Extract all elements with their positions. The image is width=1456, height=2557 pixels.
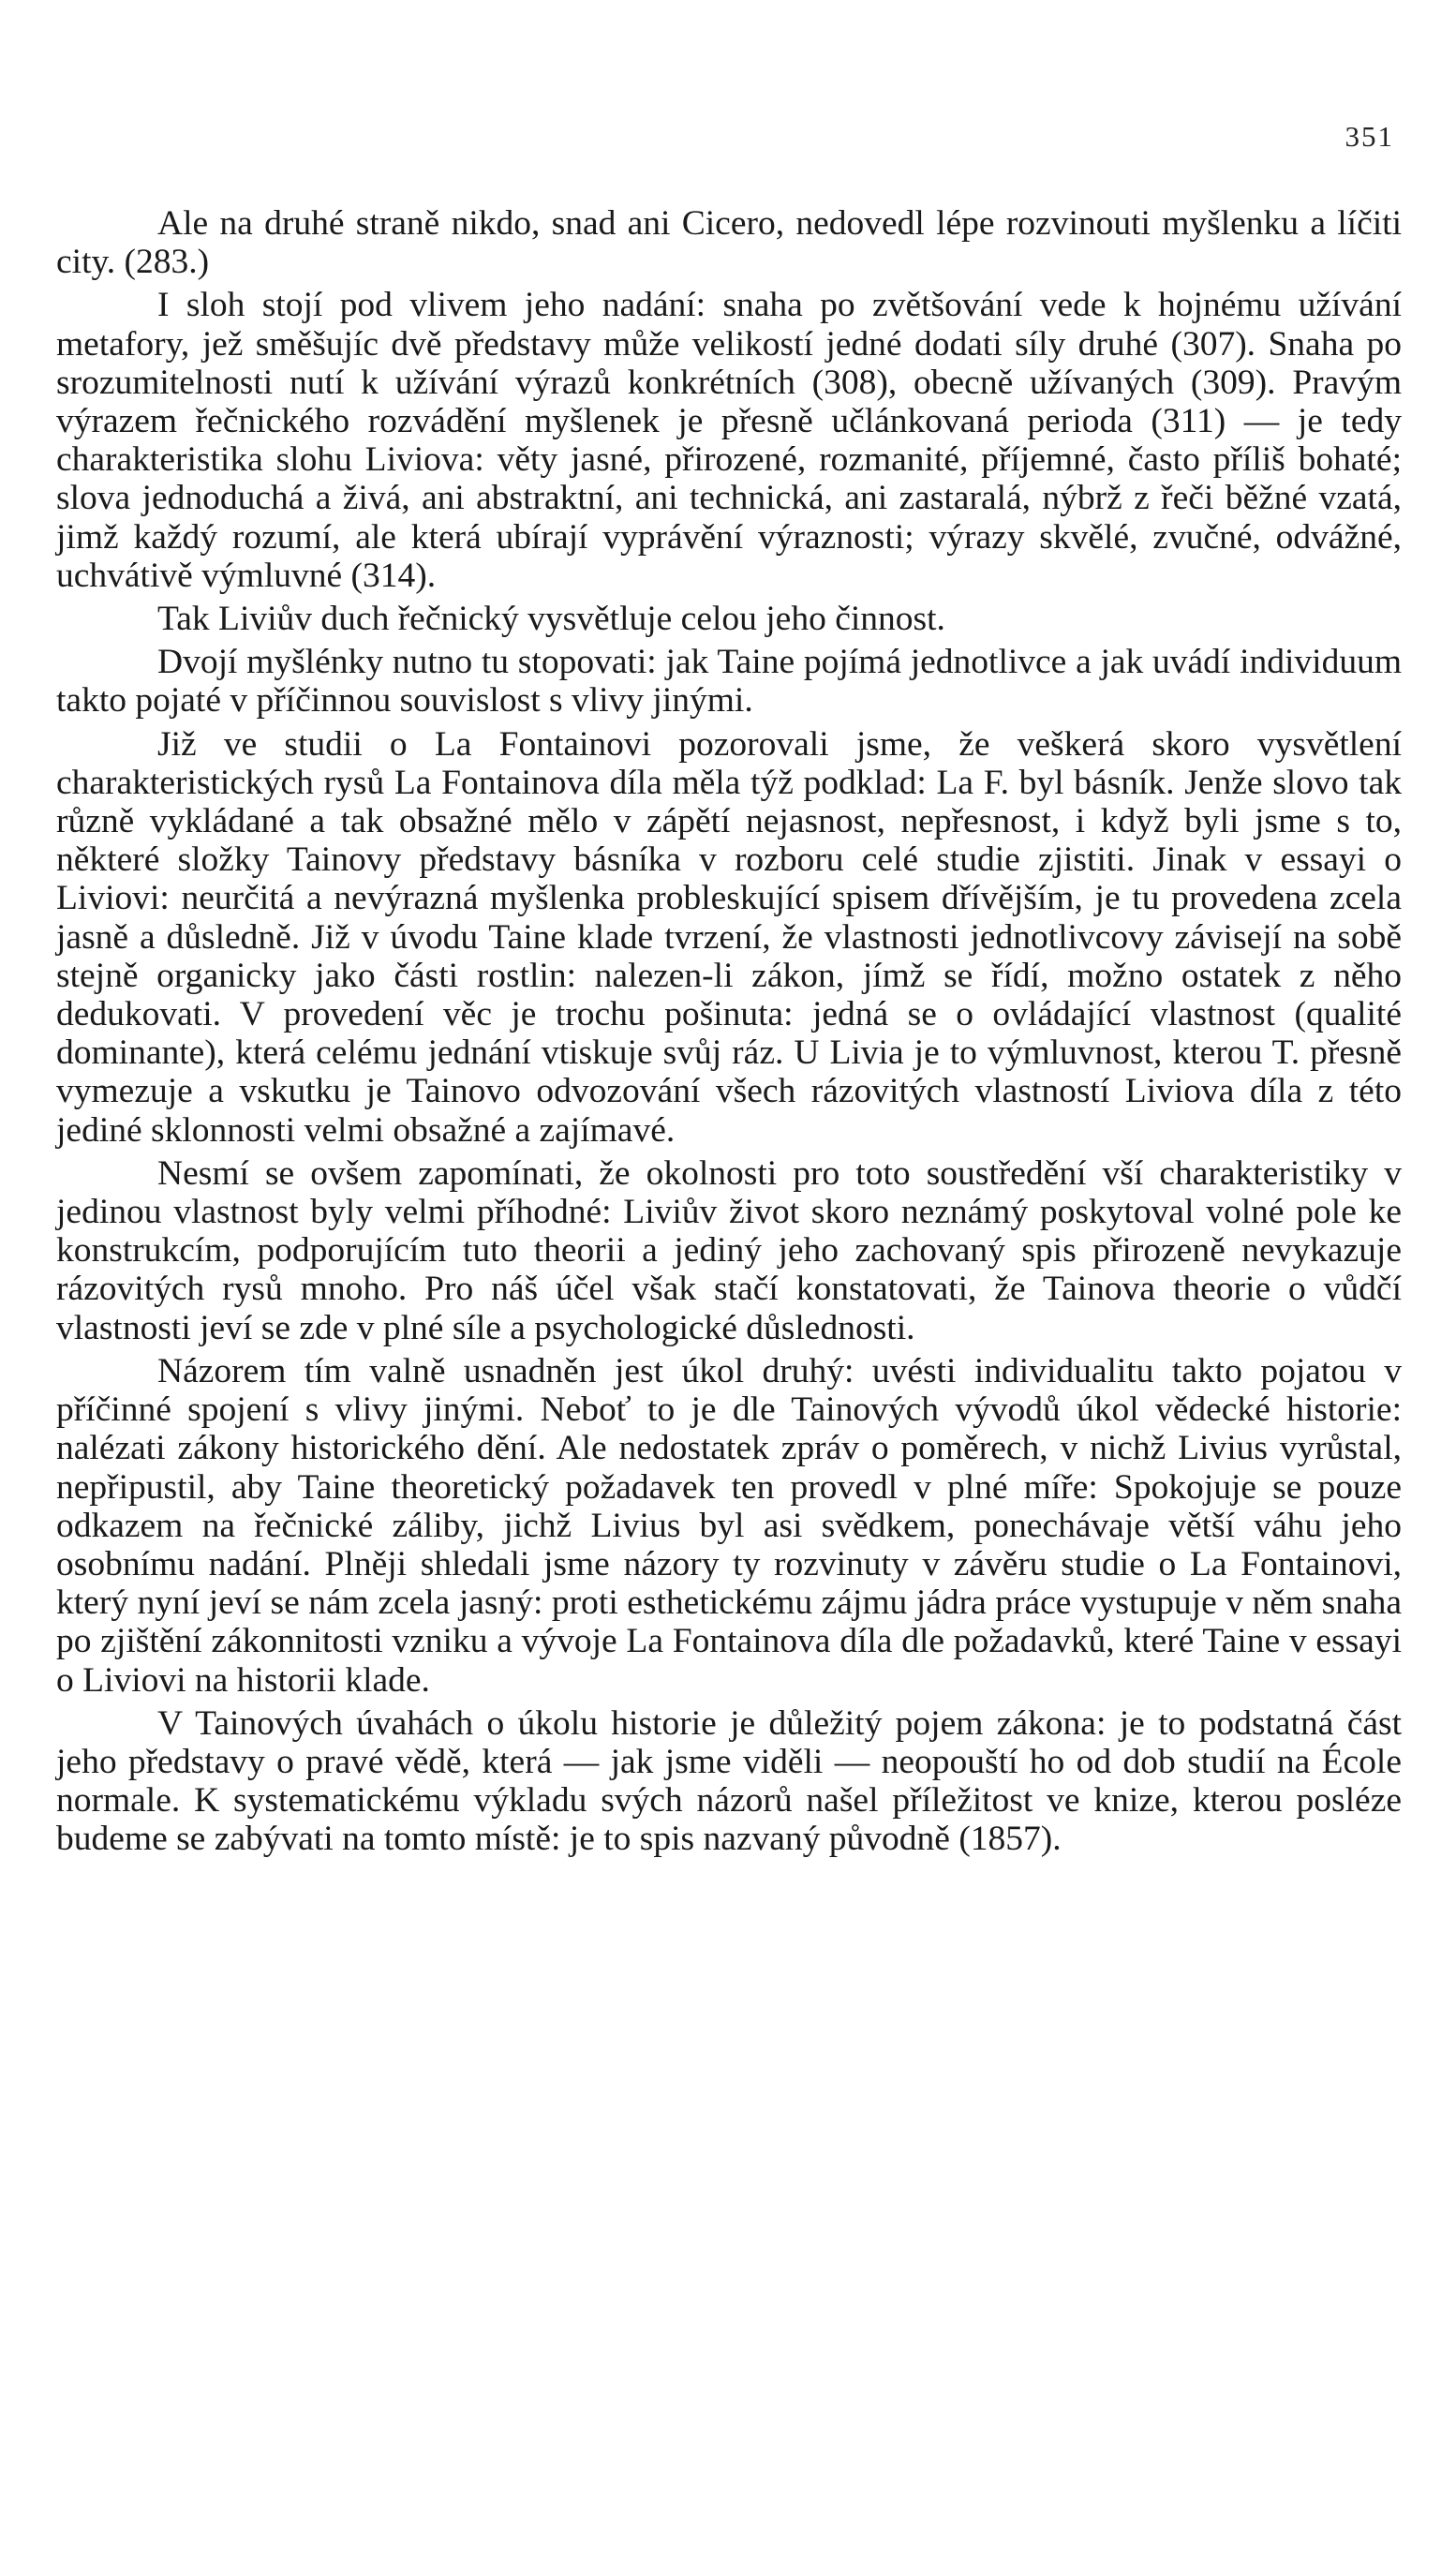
- paragraph: I sloh stojí pod vlivem jeho nadání: snaha po zvětšování vede k hojnému užívání metafory, jež směšujíc dvě představy může velikostí jedné dodati síly druhé (307). Snaha po srozumitelnosti nutí k užívání výrazů konkrétních (308), obecně užívaných (309). Pravým výrazem řečnického rozvádění myšlenek je přesně učlánkovaná perioda (311) — je tedy charakteristika slohu Liviova: věty jasné, přirozené, rozmanité, příjemné, často příliš bohaté; slova jednoduchá a živá, ani abstraktní, ani technická, ani zastaralá, nýbrž z řeči běžné vzatá, jimž každý rozumí, ale která ubírají vyprávění výraznosti; výrazy skvělé, zvučné, odvážné, uchvátivě výmluvné (314).: [56, 286, 1402, 595]
- page-number: 351: [1345, 120, 1394, 153]
- paragraph: Nesmí se ovšem zapomínati, že okolnosti pro toto soustředění vší charakteristiky v jedinou vlastnost byly velmi příhodné: Liviův život skoro neznámý poskytoval volné pole ke konstrukcím, podporujícím tuto theorii a jediný jeho zachovaný spis přirozeně nevykazuje rázovitých rysů mnoho. Pro náš účel však stačí konstatovati, že Tainova theorie o vůdčí vlastnosti jeví se zde v plné síle a psychologické důslednosti.: [56, 1153, 1402, 1347]
- paragraph: V Tainových úvahách o úkolu historie je důležitý pojem zákona: je to podstatná část jeho představy o pravé vědě, která — jak jsme viděli — neopouští ho od dob studií na École normale. K systematickému výkladu svých názorů našel příležitost ve knize, kterou posléze budeme se zabývati na tomto místě: je to spis nazvaný původně (1857).: [56, 1703, 1402, 1859]
- paragraph: Již ve studii o La Fontainovi pozorovali jsme, že veškerá skoro vysvětlení charakteristických rysů La Fontainova díla měla týž podklad: La F. byl básník. Jenže slovo tak různě vykládané a tak obsažné mělo v zápětí nejasnost, nepřesnost, i když byli jsme s to, některé složky Tainovy představy básníka v rozboru celé studie zjistiti. Jinak v essayi o Liviovi: neurčitá a nevýrazná myšlenka probleskující spisem dřívějším, je tu provedena zcela jasně a důsledně. Již v úvodu Taine klade tvrzení, že vlastnosti jednotlivcovy závisejí na sobě stejně organicky jako části rostlin: nalezen-li zákon, jímž se řídí, možno ostatek z něho dedukovati. V provedení věc je trochu pošinuta: jedná se o ovládající vlastnost (qualité dominante), která celému jednání vtiskuje svůj ráz. U Livia je to výmluvnost, kterou T. přesně vymezuje a vskutku je Tainovo odvozování všech rázovitých vlastností Liviova díla z této jediné sklonnosti velmi obsažné a zajímavé.: [56, 724, 1402, 1150]
- paragraph: Ale na druhé straně nikdo, snad ani Cicero, nedovedl lépe rozvinouti myšlenku a líčiti city. (283.): [56, 204, 1402, 282]
- paragraph: Tak Liviův duch řečnický vysvětluje celou jeho činnost.: [157, 600, 945, 639]
- paragraph: Názorem tím valně usnadněn jest úkol druhý: uvésti individualitu takto pojatou v příčinné spojení s vlivy jinými. Neboť to je dle Tainových vývodů úkol vědecké historie: nalézati zákony historického dění. Ale nedostatek zpráv o poměrech, v nichž Livius vyrůstal, nepřipustil, aby Taine theoretický požadavek ten provedl v plné míře: Spokojuje se pouze odkazem na řečnické záliby, jichž Livius byl asi svědkem, ponechávaje větší váhu jeho osobnímu nadání. Plněji shledali jsme názory ty rozvinuty v závěru studie o La Fontainovi, který nyní jeví se nám zcela jasný: proti esthetickému zájmu jádra práce vystupuje v něm snaha po zjištění zákonnitosti vzniku a vývoje La Fontainova díla dle požadavků, které Taine v essayi o Liviovi na historii klade.: [56, 1351, 1402, 1700]
- body-text: [56, 204, 1402, 1864]
- paragraph: Dvojí myšlénky nutno tu stopovati: jak Taine pojímá jednotlivce a jak uvádí individuum takto pojaté v příčinnou souvislost s vlivy jinými.: [56, 643, 1402, 721]
